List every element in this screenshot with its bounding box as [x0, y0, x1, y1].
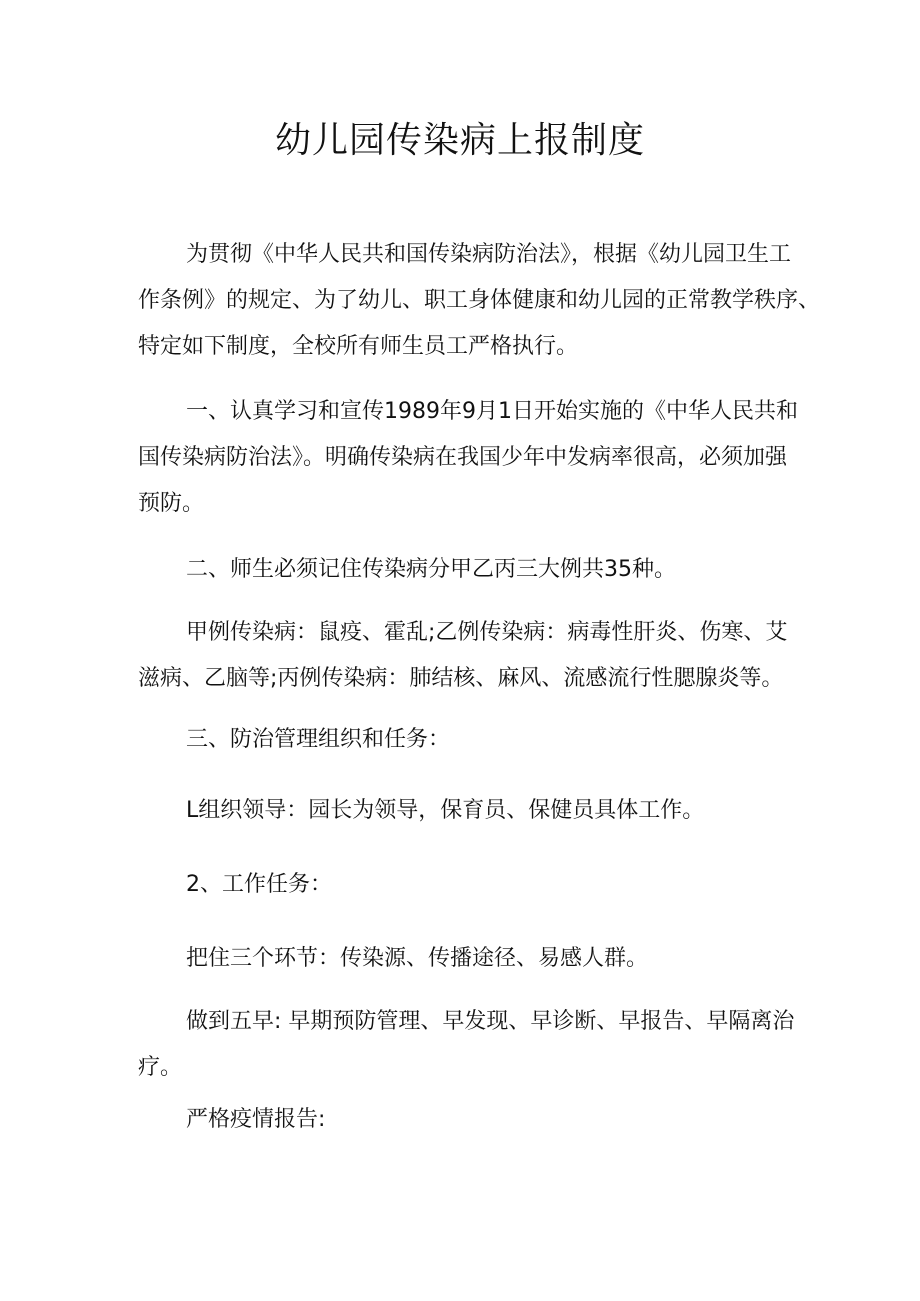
- text-line: 滋病、乙脑等;丙例传染病：肺结核、麻风、流感流行性腮腺炎等。: [138, 666, 784, 691]
- text-line: 疗。: [138, 1055, 183, 1080]
- text-line: 特定如下制度，全校所有师生员工严格执行。: [138, 334, 579, 359]
- text-line: 为贯彻《中华人民共和国传染病防治法》，根据《幼儿园卫生工: [186, 242, 792, 267]
- paragraph-report: [138, 1097, 788, 1143]
- text-line: 三、防治管理组织和任务：: [186, 727, 451, 752]
- paragraph-three-links: [138, 936, 788, 982]
- text-line: 一、认真学习和宣传1989年9月1日开始实施的《中华人民共和: [186, 399, 798, 424]
- text-line: 做到五早: 早期预防管理、早发现、早诊断、早报告、早隔离治: [186, 1009, 795, 1034]
- paragraph-section-1: [138, 389, 798, 527]
- text-line: 2、工作任务：: [186, 872, 332, 897]
- text-line: L组织领导：园长为领导，保育员、保健员具体工作。: [186, 798, 705, 823]
- text-line: 二、师生必须记住传染病分甲乙丙三大例共35种。: [186, 557, 676, 582]
- paragraph-tasks: [138, 862, 788, 908]
- text-line: 国传染病防治法》。明确传染病在我国少年中发病率很高，必须加强: [138, 445, 788, 470]
- text-line: 作条例》的规定、为了幼儿、职工身体健康和幼儿园的正常教学秩序、: [138, 288, 821, 313]
- paragraph-organization: [138, 788, 788, 834]
- document-title: 幼儿园传染病上报制度: [274, 120, 645, 161]
- text-line: 严格疫情报告:: [186, 1107, 326, 1132]
- text-line: 把住三个环节：传染源、传播途径、易感人群。: [186, 946, 649, 971]
- paragraph-disease-list: [138, 610, 788, 702]
- paragraph-five-early: [138, 999, 795, 1091]
- text-line: 预防。: [138, 491, 205, 516]
- paragraph-section-3: [138, 717, 788, 763]
- paragraph-section-2: [138, 547, 788, 593]
- paragraph-intro: [138, 232, 821, 370]
- text-line: 甲例传染病：鼠疫、霍乱;乙例传染病：病毒性肝炎、伤寒、艾: [186, 620, 788, 645]
